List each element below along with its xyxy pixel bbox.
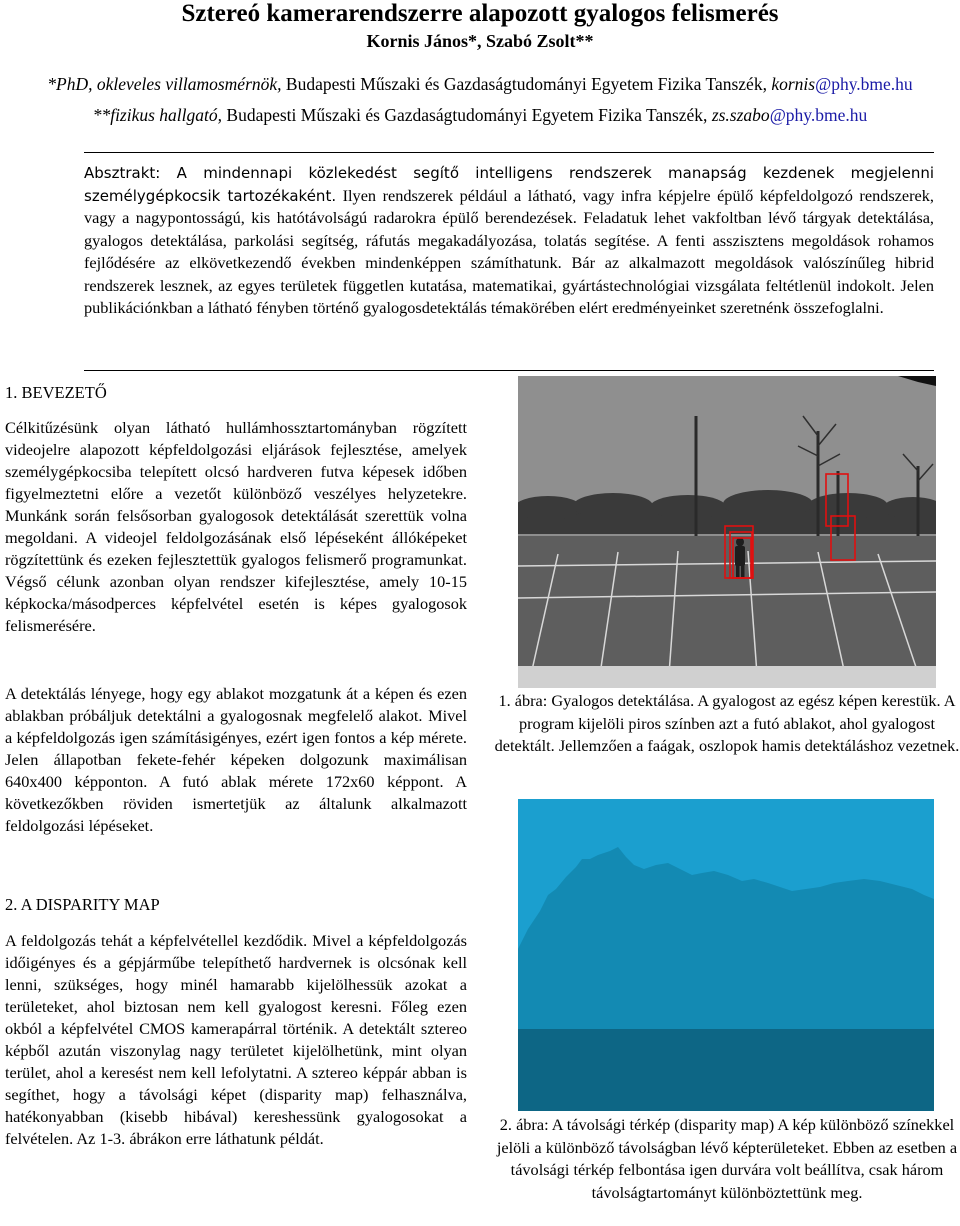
figure-1-caption: 1. ábra: Gyalogos detektálása. A gyalogost az egész képen kerestük. A program kijelöli piros színben azt a futó ablakot, ahol gyalogost detektált. Jellemzően a faágak, oszlopok hamis detektáláshoz vezetnek. (494, 691, 960, 755)
affiliation-1-email-link[interactable]: @phy.bme.hu (815, 74, 913, 94)
figure-1-scene (518, 376, 936, 688)
abstract-lead: Absztrakt: A mindennapi közlekedést segítő intelligens rendszerek manapság kezdenek megjelenni személygépkocsik tartozékaként. (84, 164, 934, 205)
abstract-top-rule (84, 152, 934, 153)
abstract-body: Ilyen rendszerek például a látható, vagy infra képjelre épülő képfeldolgozó rendszerek, vagy a nagypontosságú, kis hatótávolságú radarokra épülő berendezések. Feladatuk lehet vakfoltban lévő tárgyak detektálása, gyalogos detektálása, parkolási segítség, ráfutás megakadályozása, tolatás segítése. A fenti asszisztens megoldások rohamos fejlődésére az elkövetkezendő években mindenképpen számíthatunk. Bár az alkalmazott megoldások valószínűleg hibrid rendszerek lesznek, az egyes területek független kutatása, matematikai, gyártástechnológiai vizsgálata feltétlenül indokolt. Jelen publikációnkban a látható fényben történő gyalogosdetektálás témakörében elért eredményeinket szeretnénk összefoglalni. (84, 185, 934, 317)
section-2-paragraph-1 (5, 930, 467, 1150)
affiliation-2-role: **fizikus hallgató, (92, 105, 223, 125)
section-2-heading: 2. A DISPARITY MAP (5, 895, 160, 914)
paper-title: Sztereó kamerarendszerre alapozott gyalogos felismerés (181, 0, 779, 27)
section-1-paragraph-1 (5, 417, 467, 637)
affiliation-1-email-user: kornis (771, 74, 816, 94)
figure-2-disparity-map (518, 799, 934, 1111)
affiliation-2 (0, 104, 960, 126)
paper-authors: Kornis János*, Szabó Zsolt** (366, 31, 594, 51)
section-1-paragraph-2 (5, 683, 467, 837)
affiliation-2-email-link[interactable]: @phy.bme.hu (769, 105, 868, 125)
affiliation-1-institution: Budapesti Műszaki és Gazdaságtudományi Egyetem Fizika Tanszék, (281, 74, 772, 94)
section-1-paragraph-2-text: A detektálás lényege, hogy egy ablakot mozgatunk át a képen és ezen ablakban próbáljuk detektálni a gyalogosnak megfelelő alakot. Mivel a képfeldolgozás igen számításigényes, ezért igen fontos a kép mérete. Jelen állapotban fekete-fehér képeken dolgozunk maximálisan 640x400 képponton. A futó ablak mérete 172x60 képpont. A következőkben röviden ismertetjük az általunk alkalmazott feldolgozási lépéseket. (5, 684, 467, 835)
section-1-paragraph-1-text: Célkitűzésünk olyan látható hullámhossztartományban rögzített videojelre alapozott képfeldolgozási eljárások fejlesztése, amelyek személygépkocsiba telepített olcsó hardveren futva képesek időben figyelmeztetni előre a vezetőt különböző veszélyes helyzetekre. Munkánk során felsősorban gyalogosok detektálását szerettük volna megoldani. A videojel feldolgozásának első lépéseként állóképeket rögzítettünk és ezeken fejlesztettük gyalogos felismerő programunkat. Végső célunk azonban olyan rendszer kifejlesztése, amely 10-15 képkocka/másodperces képfelvétel esetén is képes gyalogosok felismerésére. (5, 418, 467, 635)
near-region (518, 1029, 934, 1111)
figure-1-image (518, 376, 936, 688)
figure-2-caption: 2. ábra: A távolsági térkép (disparity map) A kép különböző színekkel jelöli a különböző távolságban lévő képterületeket. Ebben az esetben a távolsági térkép felbontása igen durvára volt beállítva, csak három távolságtartományt különböztettünk meg. (496, 1115, 958, 1202)
affiliation-1 (0, 73, 960, 95)
section-1-heading: 1. BEVEZETŐ (5, 383, 107, 402)
affiliation-2-email-user: zs.szabo (711, 105, 770, 125)
affiliation-1-role: *PhD, okleveles villamosmérnök, (47, 74, 282, 94)
abstract (84, 162, 934, 320)
parking-lot-ground (518, 536, 936, 688)
affiliation-2-institution: Budapesti Műszaki és Gazdaságtudományi Egyetem Fizika Tanszék, (222, 105, 712, 125)
figure-2-image (518, 799, 934, 1111)
vehicle-hood (518, 666, 936, 688)
section-2-paragraph-1-text: A feldolgozás tehát a képfelvétellel kezdődik. Mivel a képfeldolgozás időigényes és a gépjárműbe telepíthető hardvernek is olcsónak kell lenni, szükséges, hogy minél hamarabb kijelölhessük azokat a területeket, ahol biztosan nem kell gyalogost keresni. Főleg ezen okból a képfelvétel CMOS kamerapárral történik. A detektált sztereo képből azután viszonylag nagy területet kijelölhetünk, mint olyan terület, ahol a keresést nem kell lefolytatni. A sztereo képpár abban is segíthet, hogy a távolsági képet (disparity map) felhasználva, hatékonyabban (kisebb hibával) kereshessünk gyalogosokat a felvételen. Az 1-3. ábrákon erre láthatunk példát. (5, 931, 467, 1148)
abstract-bottom-rule (84, 370, 934, 371)
